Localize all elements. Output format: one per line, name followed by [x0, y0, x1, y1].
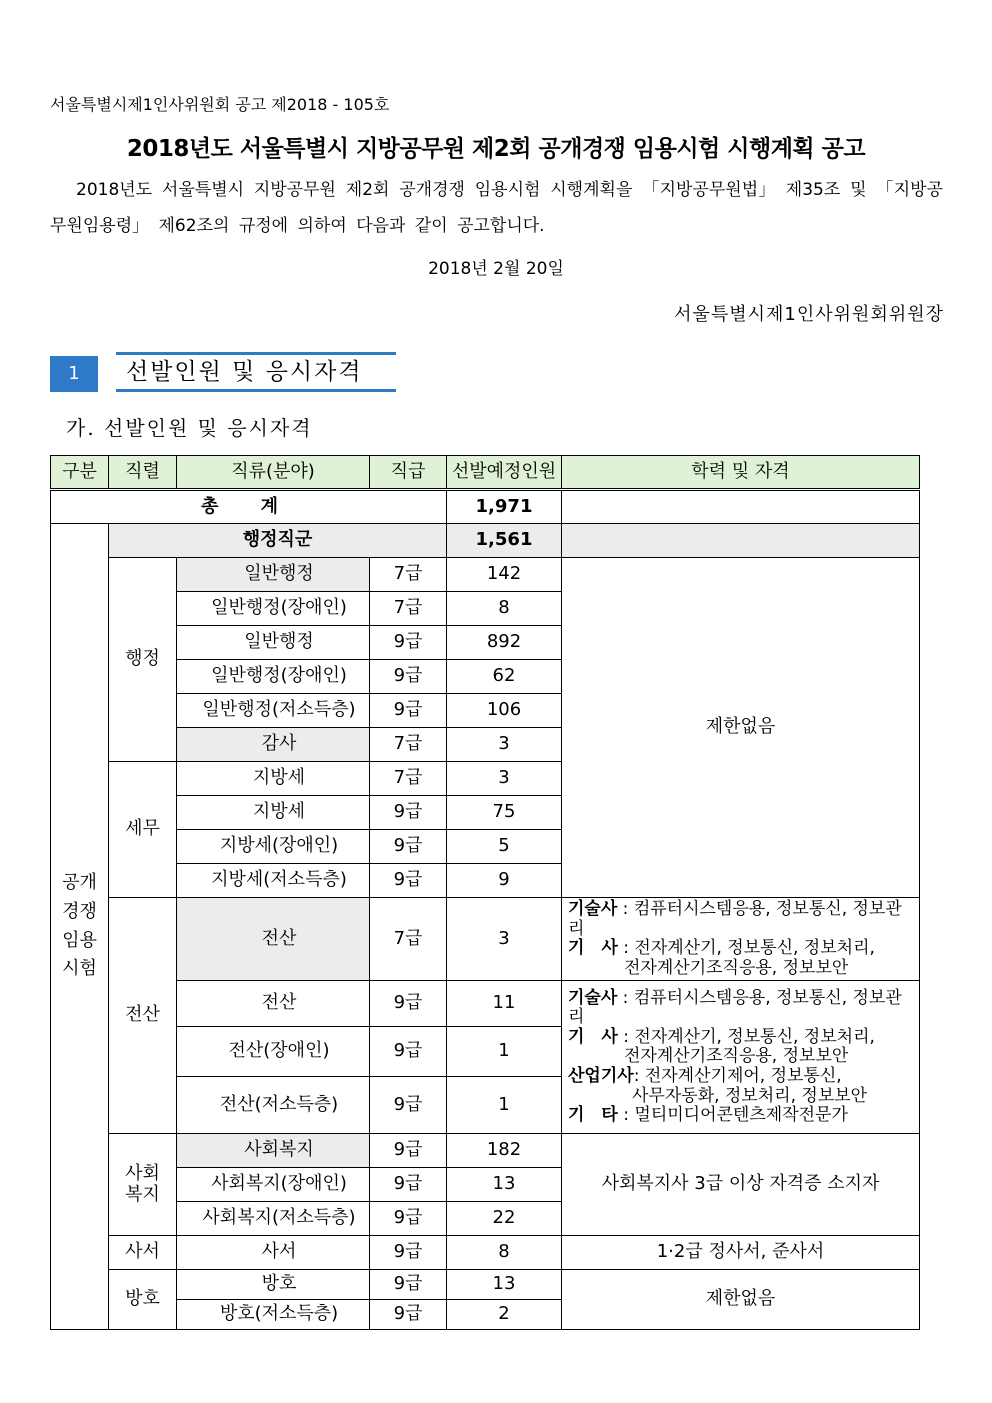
qual-label: 기 타 [568, 1105, 618, 1126]
total-row [51, 490, 920, 524]
group-value: 1,561 [447, 524, 562, 558]
grade-cell: 9급 [370, 796, 447, 830]
count-cell: 75 [447, 796, 562, 830]
grade-cell: 9급 [370, 1202, 447, 1236]
group-row [51, 524, 920, 558]
grade-cell: 9급 [370, 626, 447, 660]
series-cell: 방호 [109, 1270, 177, 1330]
subheading: 가. 선발인원 및 응시자격 [66, 416, 313, 440]
field-cell: 지방세 [177, 796, 370, 830]
count-cell: 13 [447, 1168, 562, 1202]
series-cell: 사회 복지 [109, 1134, 177, 1236]
field-cell: 일반행정(장애인) [177, 660, 370, 694]
field-cell: 전산 [177, 981, 370, 1027]
document-title: 2018년도 서울특별시 지방공무원 제2회 공개경쟁 임용시험 시행계획 공고 [126, 136, 866, 162]
qual-text: 전자계산기조직응용, 정보보안 [624, 1046, 849, 1067]
count-cell: 11 [447, 981, 562, 1027]
table-row [51, 1236, 920, 1270]
qual-text: : 멀티미디어콘텐츠제작전문가 [617, 1105, 848, 1126]
count-cell: 182 [447, 1134, 562, 1168]
qualification-cell: 제한없음 [562, 558, 920, 898]
field-cell: 일반행정(장애인) [177, 592, 370, 626]
count-cell: 5 [447, 830, 562, 864]
series-cell: 세무 [109, 762, 177, 898]
count-cell: 62 [447, 660, 562, 694]
section-number: 1 [50, 356, 98, 392]
count-cell: 3 [447, 762, 562, 796]
field-cell: 감사 [177, 728, 370, 762]
field-cell: 방호(저소득층) [177, 1300, 370, 1330]
count-cell: 3 [447, 728, 562, 762]
header-cell: 선발예정인원 [447, 456, 562, 490]
group-label: 행정직군 [109, 524, 447, 558]
qualification-cell [562, 981, 920, 1134]
qual-label: 산업기사 [568, 1065, 634, 1086]
table-row [51, 558, 920, 592]
qual-label: 기술사 [568, 899, 618, 919]
grade-cell: 9급 [370, 1270, 447, 1300]
field-cell: 사서 [177, 1236, 370, 1270]
qualification-cell: 사회복지사 3급 이상 자격증 소지자 [562, 1134, 920, 1236]
field-cell: 지방세 [177, 762, 370, 796]
count-cell: 106 [447, 694, 562, 728]
count-cell: 892 [447, 626, 562, 660]
count-cell: 13 [447, 1270, 562, 1300]
grade-cell: 9급 [370, 1027, 447, 1077]
count-cell: 9 [447, 864, 562, 898]
field-cell: 사회복지(저소득층) [177, 1202, 370, 1236]
field-cell: 일반행정 [177, 558, 370, 592]
grade-cell: 9급 [370, 1236, 447, 1270]
section-title: 선발인원 및 응시자격 [116, 352, 396, 392]
field-cell: 지방세(저소득층) [177, 864, 370, 898]
grade-cell: 9급 [370, 1134, 447, 1168]
field-cell: 지방세(장애인) [177, 830, 370, 864]
field-cell: 사회복지 [177, 1134, 370, 1168]
category-cell: 공개 경쟁 임용 시험 [51, 524, 109, 1330]
qual-label: 기 사 [568, 938, 618, 959]
table-row [51, 898, 920, 981]
field-cell: 전산 [177, 898, 370, 981]
qual-label: 기 사 [568, 1026, 618, 1047]
field-cell: 전산(장애인) [177, 1027, 370, 1077]
count-cell: 22 [447, 1202, 562, 1236]
signer: 서울특별시제1인사위원회위원장 [674, 304, 944, 325]
field-cell: 전산(저소득층) [177, 1077, 370, 1134]
qual-text: : 전자계산기, 정보통신, 정보처리, [617, 938, 875, 959]
qual-text: : 컴퓨터시스템응용, 정보통신, 정보관리 [568, 899, 902, 939]
grade-cell: 9급 [370, 864, 447, 898]
field-cell: 일반행정(저소득층) [177, 694, 370, 728]
count-cell: 1 [447, 1077, 562, 1134]
header-cell: 직급 [370, 456, 447, 490]
grade-cell: 9급 [370, 981, 447, 1027]
grade-cell: 7급 [370, 558, 447, 592]
grade-cell: 9급 [370, 1077, 447, 1134]
qualification-cell: 제한없음 [562, 1270, 920, 1330]
field-cell: 일반행정 [177, 626, 370, 660]
grade-cell: 7급 [370, 898, 447, 981]
table-header-row [51, 456, 920, 490]
qual-text: : 전자계산기제어, 정보통신, [633, 1065, 842, 1086]
count-cell: 1 [447, 1027, 562, 1077]
qual-text: : 컴퓨터시스템응용, 정보통신, 정보관리 [568, 987, 902, 1028]
field-cell: 방호 [177, 1270, 370, 1300]
table-row [51, 981, 920, 1027]
grade-cell: 9급 [370, 1168, 447, 1202]
table-row [51, 1134, 920, 1168]
grade-cell: 9급 [370, 660, 447, 694]
series-cell: 행정 [109, 558, 177, 762]
qual-label: 기술사 [568, 987, 618, 1008]
notice-number: 서울특별시제1인사위원회 공고 제2018 - 105호 [50, 95, 390, 114]
qualification-cell [562, 898, 920, 981]
series-cell: 사서 [109, 1236, 177, 1270]
total-label: 총 계 [51, 490, 447, 524]
count-cell: 142 [447, 558, 562, 592]
field-cell: 사회복지(장애인) [177, 1168, 370, 1202]
qualification-cell: 1·2급 정사서, 준사서 [562, 1236, 920, 1270]
header-cell: 구분 [51, 456, 109, 490]
grade-cell: 7급 [370, 762, 447, 796]
header-cell: 학력 및 자격 [562, 456, 920, 490]
notice-date: 2018년 2월 20일 [428, 259, 564, 279]
count-cell: 8 [447, 592, 562, 626]
header-cell: 직류(분야) [177, 456, 370, 490]
grade-cell: 9급 [370, 694, 447, 728]
count-cell: 3 [447, 898, 562, 981]
count-cell: 8 [447, 1236, 562, 1270]
count-cell: 2 [447, 1300, 562, 1330]
qual-text: 사무자동화, 정보처리, 정보보안 [632, 1085, 868, 1106]
table-row [51, 1270, 920, 1300]
grade-cell: 7급 [370, 592, 447, 626]
grade-cell: 9급 [370, 830, 447, 864]
qual-text: : 전자계산기, 정보통신, 정보처리, [617, 1026, 875, 1047]
grade-cell: 9급 [370, 1300, 447, 1330]
intro-paragraph: 2018년도 서울특별시 지방공무원 제2회 공개경쟁 임용시험 시행계획을 「지방공무원법」 제35조 및 「지방공무원임용령」 제62조의 규정에 의하여 다음과 같이 공고합니다. [50, 180, 943, 236]
grade-cell: 7급 [370, 728, 447, 762]
total-value: 1,971 [447, 490, 562, 524]
qual-text: 전자계산기조직응용, 정보보안 [624, 957, 849, 978]
recruitment-table [50, 455, 920, 1330]
header-cell: 직렬 [109, 456, 177, 490]
series-cell: 전산 [109, 898, 177, 1134]
